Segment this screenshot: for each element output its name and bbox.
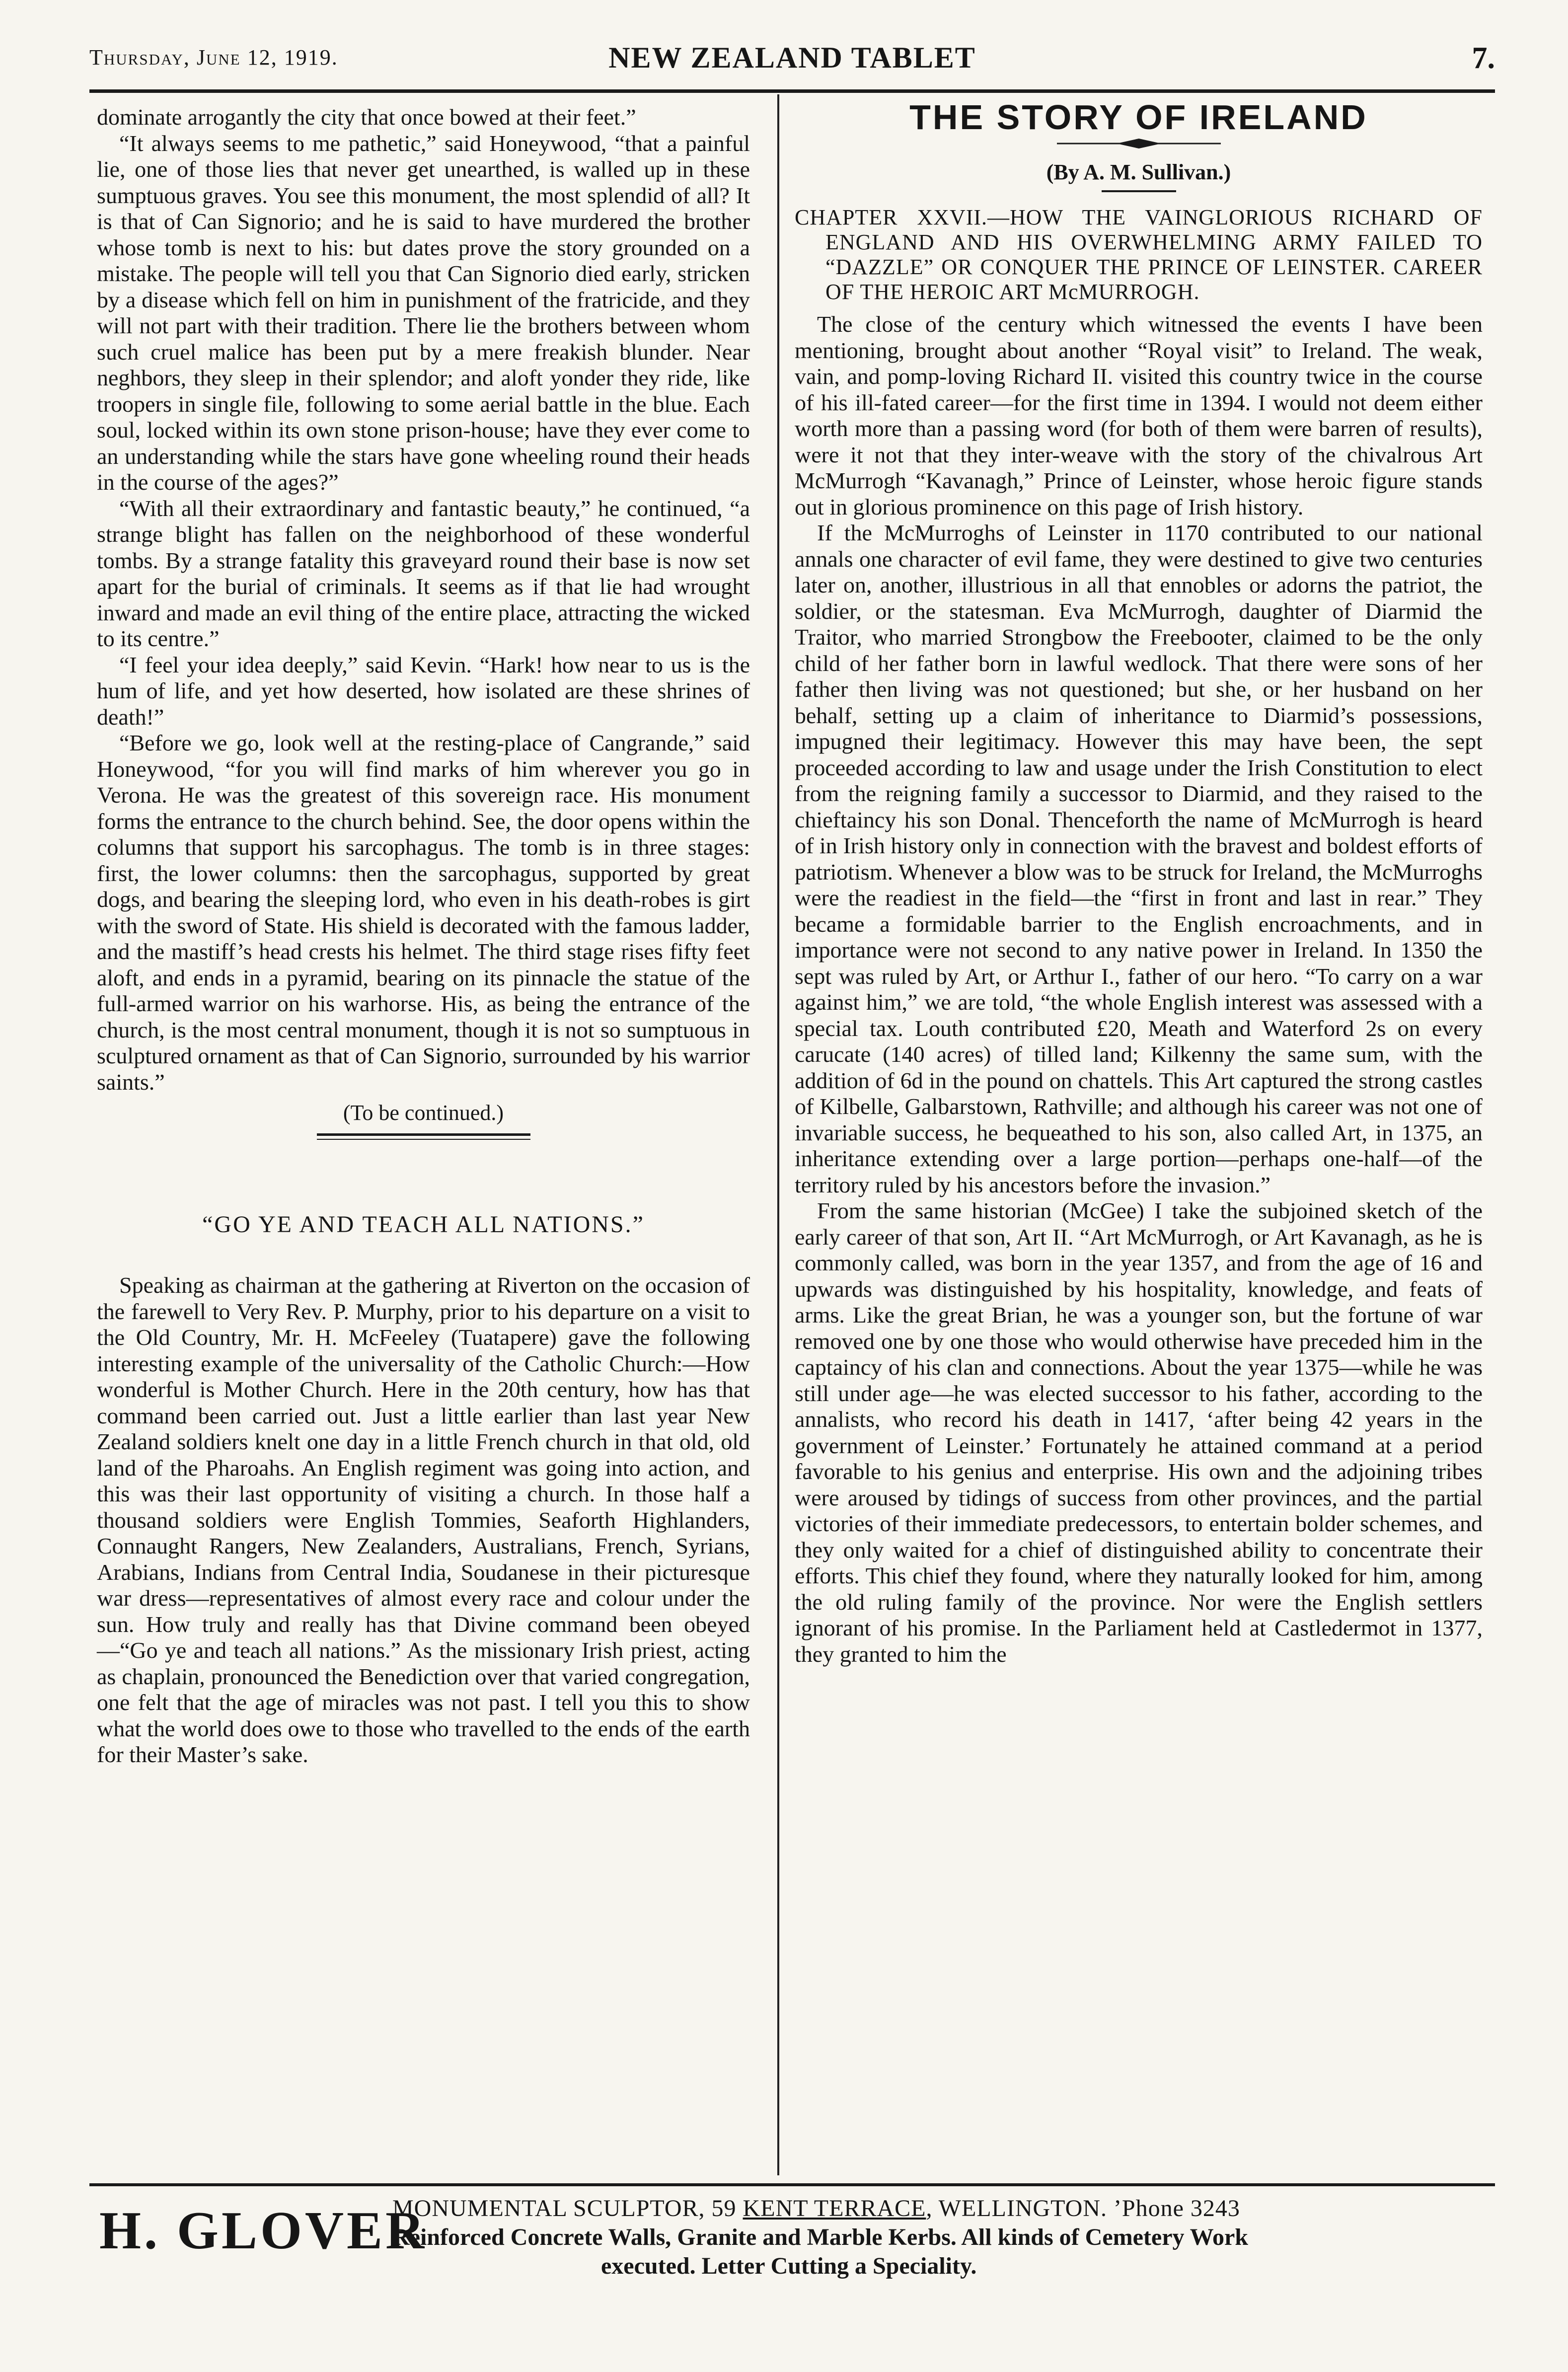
article-end-rule <box>317 1133 530 1140</box>
continued-paragraph: “It always seems to me pathetic,” said Honeywood, “that a painful lie, one of those lies that never get unearthed, is walled up in these sumptuous graves. You see this monument, the most splendid of all? It is that of Can Signorio; and he is said to have murdered the brother whose tomb is next to his: but dates prove the story grounded on a mistake. The people will tell you that Can Signorio died early, stricken by a disease which fell on him in punishment of the fratricide, and they will not part with their tradition. There lie the brothers between whom such cruel malice has been put by a mere freakish blunder. Near neghbors, they sleep in their splendor; and aloft yonder they ride, like troopers in single file, following to some aerial battle in the blue. Each soul, locked within its own stone prison-house; have they ever come to an understanding while the stars have gone wheeling round their heads in the course of the ages?” <box>97 130 750 495</box>
story-title: THE STORY OF IRELAND <box>909 98 1368 137</box>
article-title: “GO YE AND TEACH ALL NATIONS.” <box>202 1211 645 1238</box>
footer-rule <box>89 2183 1495 2186</box>
article-body: Speaking as chairman at the gathering at Riverton on the occasion of the farewell to Very Rev. P. Murphy, prior to his departure on a visit to the Old Country, Mr. H. McFeeley (Tuatapere) gave the following interesting example of the universality of the Catholic Church:—How wonderful is Mother Church. Here in the 20th century, how has that command been carried out. Just a little earlier than last year New Zealand soldiers knelt one day in a little French church in that old, old land of the Pharoahs. An English regiment was going into action, and this was their last opportunity of visiting a church. In those half a thousand soldiers were English Tommies, Seaforth Highlanders, Connaught Rangers, New Zealanders, Australians, French, Syrians, Arabians, Indians from Central India, Soudanese in their picturesque war dress—representatives of almost every race and colour under the sun. How truly and really has that Divine command been obeyed—“Go ye and teach all nations.” As the missionary Irish priest, acting as chaplain, pronounced the Benediction over that varied congregation, one felt that the age of miracles was not past. I tell you this to show what the world does owe to those who travelled to the ends of the earth for their Master’s sake. <box>97 1272 750 1767</box>
right-column <box>795 98 1483 1667</box>
masthead-title: NEW ZEALAND TABLET <box>608 41 976 74</box>
ad-line-address <box>392 2194 1495 2223</box>
to-be-continued: (To be continued.) <box>343 1101 504 1125</box>
advertisement <box>89 2190 1495 2319</box>
ad-street: KENT TERRACE <box>743 2195 926 2222</box>
left-column <box>97 104 750 1768</box>
ornament-rule-icon <box>1057 138 1221 149</box>
advertiser-name: H. GLOVER <box>99 2201 428 2260</box>
page-header <box>89 41 1495 88</box>
byline-rule <box>1102 190 1176 192</box>
ad-line-prefix: MONUMENTAL SCULPTOR, 59 <box>392 2195 743 2222</box>
byline: (By A. M. Sullivan.) <box>1046 159 1231 184</box>
continued-paragraph: dominate arrogantly the city that once bowed at their feet.” <box>97 104 636 130</box>
header-rule <box>89 89 1495 93</box>
ad-line-services: Reinforced Concrete Walls, Granite and Marble Kerbs. All kinds of Cemetery Work <box>392 2224 1248 2250</box>
ad-line-suffix: , WELLINGTON. ’Phone 3243 <box>926 2195 1240 2222</box>
advertisement-text <box>392 2194 1495 2281</box>
page-number: 7. <box>1472 41 1495 75</box>
continued-paragraph: “With all their extraordinary and fantastic beauty,” he continued, “a strange blight has fallen on the neighborhood of these wonderful tombs. By a strange fatality this graveyard round their base is now set apart for the burial of criminals. It seems as if that lie had wrought inward and made an evil thing of the entire place, attracting the wicked to its centre.” <box>97 495 750 651</box>
story-paragraph: From the same historian (McGee) I take the subjoined sketch of the early career of that son, Art II. “Art McMurrogh, or Art Kavanagh, as he is commonly called, was born in the year 1357, and from the age of 16 and upwards was distinguished by his hospitality, knowledge, and feats of arms. Like the great Brian, he was a younger son, but the fortune of war removed one by one those who would otherwise have preceded him in the captaincy of his clan and connections. About the year 1375—while he was still under age—he was elected successor to his father, according to the annalists, who record his death in 1417, ‘after being 42 years in the government of Leinster.’ Fortunately he attained command at a period favorable to his genius and enterprise. His own and the adjoining tribes were aroused by tidings of success from other provinces, and the partial victories of their immediate predecessors, to entertain bolder schemes, and they only waited for a chief of distinguished ability to concentrate their efforts. This chief they found, where they naturally looked for him, among the old ruling family of the province. Nor were the English settlers ignorant of his promise. In the Parliament held at Castledermot in 1377, they granted to him the <box>795 1198 1483 1667</box>
continued-paragraph: “Before we go, look well at the resting-place of Cangrande,” said Honeywood, “for you will find marks of him wherever you go in Verona. He was the greatest of this sovereign race. His monument forms the entrance to the church behind. See, the door opens within the columns that support his sarcophagus. The tomb is in three stages: first, the lower columns: then the sarcophagus, supported by great dogs, and bearing the sleeping lord, who even in his death-robes is girt with the sword of State. His shield is decorated with the famous ladder, and the mastiff’s head crests his helmet. The third stage rises fifty feet aloft, and ends in a pyramid, bearing on its pinnacle the statue of the full-armed warrior on his warhorse. His, as being the entrance of the church, is the most central monument, though it is not so sumptuous in sculptured ornament as that of Can Signorio, surrounded by his warrior saints.” <box>97 730 750 1095</box>
continued-paragraph: “I feel your idea deeply,” said Kevin. “Hark! how near to us is the hum of life, and yet how deserted, how isolated are these shrines of death!” <box>97 652 750 730</box>
story-paragraph: If the McMurroghs of Leinster in 1170 contributed to our national annals one character of evil fame, they were destined to give two centuries later on, another, illustrious in all that ennobles or adorns the patriot, the soldier, or the statesman. Eva McMurrogh, daughter of Diarmid the Traitor, who married Strongbow the Freebooter, claimed to be the only child of her father born in lawful wedlock. That there were sons of her father then living was not questioned; but she, or her husband on her behalf, setting up a claim of inheritance to Diarmid’s possessions, impugned their legitimacy. However this may have been, the sept proceeded according to law and usage under the Irish Constitution to elect from the reigning family a successor to Diarmid, and they raised to the chieftaincy his son Donal. Thenceforth the name of McMurrogh is heard of in Irish history only in connection with the bravest and boldest efforts of patriotism. Whenever a blow was to be struck for Ireland, the McMurroghs were the readiest in the field—the “first in front and last in rear.” They became a formidable barrier to the English encroachments, and in importance were not second to any native power in Ireland. In 1350 the sept was ruled by Art, or Arthur I., father of our hero. “To carry on a war against him,” we are told, “the whole English interest was assessed with a special tax. Louth contributed £20, Meath and Waterford 2s on every carucate (140 acres) of tilled land; Kilkenny the same sum, with the addition of 6d in the pound on chattels. This Art captured the strong castles of Kilbelle, Galbarstown, Rathville; and although his career was not one of invariable success, he bequeathed to his son, also called Art, in 1375, an inheritance extending over a large portion—perhaps one-half—of the territory ruled by his ancestors before the invasion.” <box>795 520 1483 1197</box>
title-ornament <box>795 138 1483 149</box>
ad-line-speciality: executed. Letter Cutting a Speciality. <box>601 2253 977 2279</box>
issue-date: Thursday, June 12, 1919. <box>89 45 338 70</box>
chapter-heading: CHAPTER XXVII.—HOW THE VAINGLORIOUS RICHARD OF ENGLAND AND HIS OVERWHELMING ARMY FAILED TO “DAZZLE” OR CONQUER THE PRINCE OF LEINSTER. CAREER OF THE HEROIC ART McMURROGH. <box>795 205 1483 304</box>
story-paragraph: The close of the century which witnessed the events I have been mentioning, brought about another “Royal visit” to Ireland. The weak, vain, and pomp-loving Richard II. visited this country twice in the course of his ill-fated career—for the first time in 1394. I would not deem either worth more than a passing word (for both of them were barren of results), were it not that they inter-weave with the story of the chivalrous Art McMurrogh “Kavanagh,” Prince of Leinster, whose heroic figure stands out in glorious prominence on this page of Irish history. <box>795 311 1483 519</box>
column-divider <box>777 94 779 2175</box>
